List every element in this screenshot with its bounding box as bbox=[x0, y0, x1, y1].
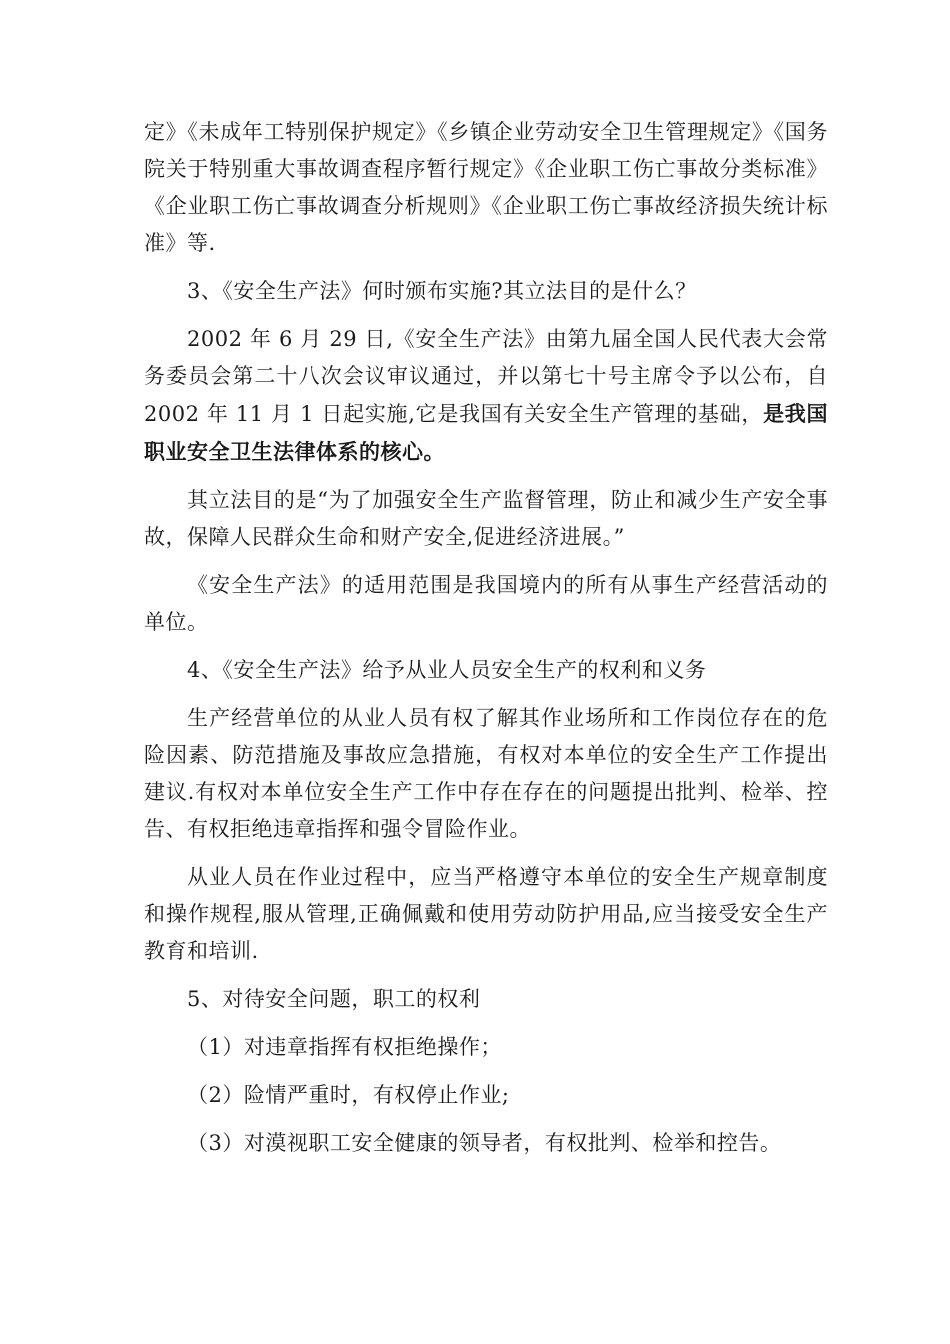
promulgation-text: 2002 年 6 月 29 日,《安全生产法》由第九届全国人民代表大会常务委员会第二十八次会议审议通过，并以第七十号主席令予以公布，自 2002 年 11 月 1 日起实施,它是我国有关安全生产管理的基础， bbox=[144, 327, 828, 426]
paragraph-regulations-list: 定》《未成年工特别保护规定》《乡镇企业劳动安全卫生管理规定》《国务院关于特别重大事故调查程序暂行规定》《企业职工伤亡事故分类标准》《企业职工伤亡事故调查分析规则》《企业职工伤亡事故经济损失统计标准》等. bbox=[144, 120, 828, 255]
paragraph-employee-duties: 从业人员在作业过程中，应当严格遵守本单位的安全生产规章制度和操作规程,服从管理,正确佩戴和使用劳动防护用品,应当接受安全生产教育和培训. bbox=[144, 865, 828, 963]
paragraph-legislative-purpose: 其立法目的是“为了加强安全生产监督管理，防止和减少生产安全事故，保障人民群众生命和财产安全,促进经济进展。” bbox=[144, 488, 828, 549]
right-item-2: （2）险情严重时，有权停止作业; bbox=[187, 1083, 510, 1107]
question-4-heading: 4、《安全生产法》给予从业人员安全生产的权利和义务 bbox=[187, 658, 707, 682]
promulgation-bold-text: 是我国职业安全卫生法律体系的核心。 bbox=[144, 401, 829, 464]
document-page bbox=[144, 114, 828, 1162]
question-5-heading: 5、对待安全问题，职工的权利 bbox=[187, 987, 481, 1011]
question-3-heading: 3、《安全生产法》何时颁布实施?其立法目的是什么？ bbox=[187, 279, 697, 303]
right-item-1: （1）对违章指挥有权拒绝操作； bbox=[187, 1035, 502, 1059]
paragraph-employee-rights: 生产经营单位的从业人员有权了解其作业场所和工作岗位存在的危险因素、防范措施及事故应急措施，有权对本单位的安全生产工作提出建议.有权对本单位安全生产工作中存在存在的问题提出批判、检举、控告、有权拒绝违章指挥和强令冒险作业。 bbox=[144, 706, 828, 841]
paragraph-promulgation bbox=[144, 321, 828, 471]
right-item-3: （3）对漠视职工安全健康的领导者，有权批判、检举和控告。 bbox=[187, 1131, 782, 1155]
paragraph-scope: 《安全生产法》的适用范围是我国境内的所有从事生产经营活动的单位。 bbox=[144, 573, 828, 634]
